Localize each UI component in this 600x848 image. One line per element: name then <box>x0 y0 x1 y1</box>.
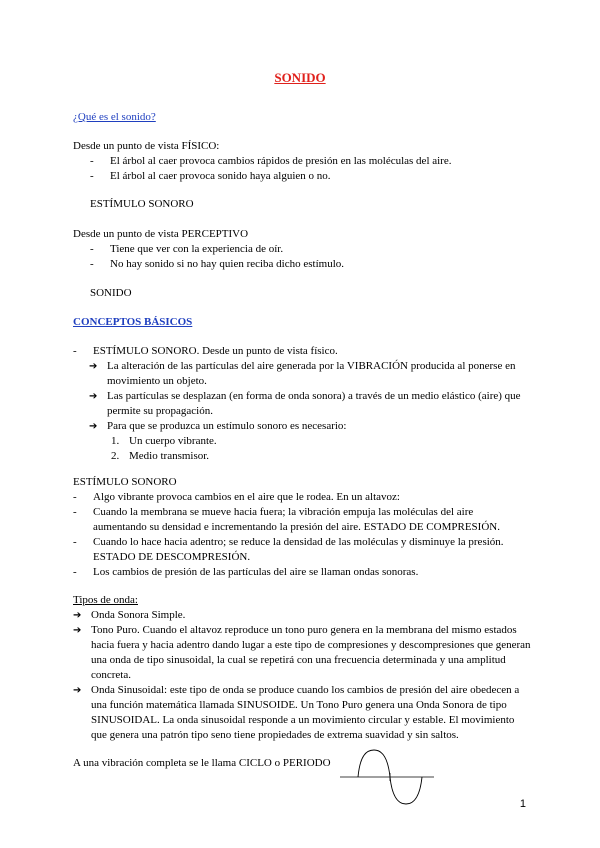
perceptivo-intro: Desde un punto de vista PERCEPTIVO <box>73 228 249 240</box>
conceptos-list <box>73 344 528 359</box>
arrow-item: ➔ Tono Puro. Cuando el altavoz reproduce un tono puro genera en la membrana del mismo estados hacia fuera y hacia adentro dando lugar a este tipo de compresiones y descompresiones que generan una onda de tipo sinusoidal, la cual se repetirá con una frecuencia determinada y una amplitud concreta. <box>73 623 533 683</box>
item-text: Un cuerpo vibrante. <box>129 435 217 447</box>
numbered-item <box>111 434 528 449</box>
numbered-item <box>111 449 528 464</box>
list-item: - Cuando lo hace hacia adentro; se reduce la densidad de las moléculas y disminuye la presión. ESTADO DE DESCOMPRESIÓN. <box>73 535 528 565</box>
perceptivo-label: SONIDO <box>90 287 132 299</box>
list-item: - Cuando la membrana se mueve hacia fuera; la vibración empuja las moléculas del aire aumentando su densidad e incrementando la presión del aire. ESTADO DE COMPRESIÓN. <box>73 505 528 535</box>
list-item: - Los cambios de presión de las partículas del aire se llaman ondas sonoras. <box>73 565 528 580</box>
fisico-label: ESTÍMULO SONORO <box>90 198 194 210</box>
list-item: - No hay sonido si no hay quien reciba dicho estímulo. <box>90 257 533 272</box>
ciclo-text: A una vibración completa se le llama CICLO o PERIODO <box>73 757 331 769</box>
item-text: Medio transmisor. <box>129 450 210 462</box>
perceptivo-section <box>73 227 533 272</box>
arrow-item: ➔ Las partículas se desplazan (en forma de onda sonora) a través de un medio elástico (aire) que permite su propagación. <box>89 389 528 419</box>
fisico-intro: Desde un punto de vista FÍSICO: <box>73 140 220 152</box>
conceptos-arrow-list <box>89 359 528 434</box>
list-item: - ESTÍMULO SONORO. Desde un punto de vista físico. <box>73 344 528 359</box>
list-item: - Algo vibrante provoca cambios en el aire que le rodea. En un altavoz: <box>73 490 528 505</box>
requirements-list <box>111 434 528 464</box>
estimulo-list <box>73 490 528 580</box>
item-number: 2. <box>111 450 120 462</box>
list-item: - Tiene que ver con la experiencia de oír. <box>90 242 533 257</box>
perceptivo-list <box>90 242 533 272</box>
conceptos-section <box>73 344 528 464</box>
estimulo-heading: ESTÍMULO SONORO <box>73 476 177 488</box>
fisico-list <box>90 154 533 184</box>
list-item: - El árbol al caer provoca sonido haya alguien o no. <box>90 169 533 184</box>
list-item: - El árbol al caer provoca cambios rápidos de presión en las moléculas del aire. <box>90 154 533 169</box>
tipos-section <box>73 593 533 743</box>
tipos-list <box>73 608 533 743</box>
page-title: SONIDO <box>274 70 326 85</box>
tipos-heading: Tipos de onda: <box>73 594 138 606</box>
conceptos-heading[interactable]: CONCEPTOS BÁSICOS <box>73 316 193 328</box>
question-link[interactable]: ¿Qué es el sonido? <box>73 111 156 123</box>
arrow-item: ➔ La alteración de las partículas del aire generada por la VIBRACIÓN producida al ponerse en movimiento un objeto. <box>89 359 528 389</box>
item-number: 1. <box>111 435 120 447</box>
arrow-item: ➔ Para que se produzca un estímulo sonoro es necesario: <box>89 419 528 434</box>
page-number: 1 <box>519 798 526 810</box>
arrow-item: ➔ Onda Sonora Simple. <box>73 608 533 623</box>
sine-wave-figure <box>340 746 440 808</box>
arrow-item: ➔ Onda Sinusoidal: este tipo de onda se produce cuando los cambios de presión del aire obedecen a una función matemática llamada SINUSOIDE. Un Tono Puro genera una Onda Sonora de tipo SINUSOIDAL. La onda sinusoidal responde a un movimiento circular y estable. El movimiento que genera una patrón tipo seno tiene propiedades de extrema suavidad y sin saltos. <box>73 683 533 743</box>
estimulo-section <box>73 475 528 580</box>
fisico-section <box>73 139 533 184</box>
